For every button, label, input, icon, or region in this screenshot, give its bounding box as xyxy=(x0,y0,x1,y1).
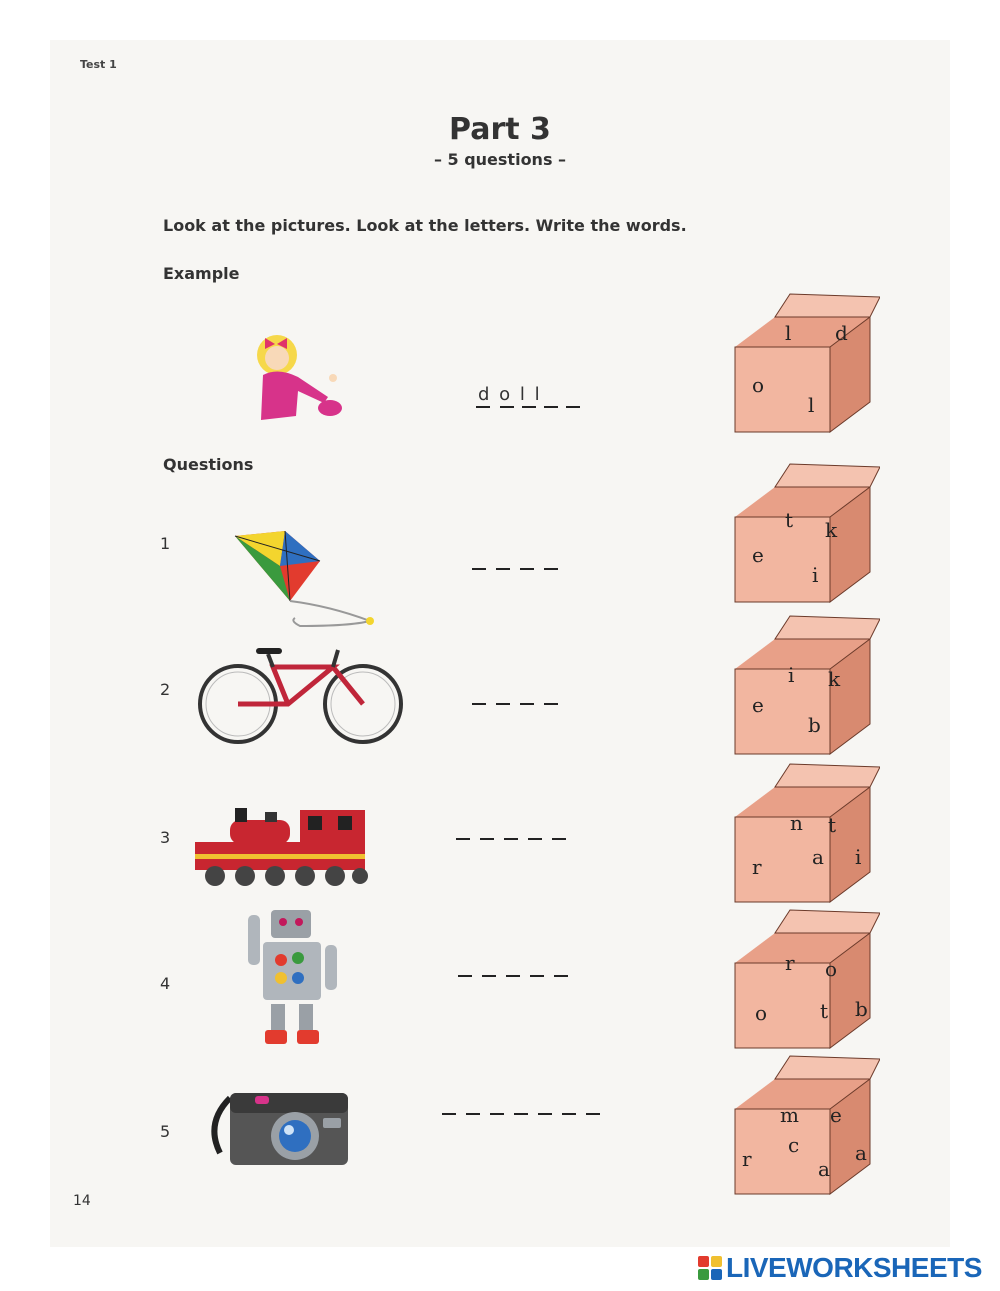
answer-blank[interactable] xyxy=(520,568,534,570)
box-letter: k xyxy=(825,518,838,542)
answer-blank[interactable] xyxy=(482,975,496,977)
question-number: 3 xyxy=(160,828,171,847)
letter-box-2 xyxy=(730,614,880,764)
box-letter: r xyxy=(752,855,762,879)
box-letter: a xyxy=(818,1157,830,1181)
box-letter: m xyxy=(780,1103,799,1127)
kite-image xyxy=(230,526,390,636)
box-letter: o xyxy=(755,1001,768,1025)
answer-blank[interactable] xyxy=(544,406,558,408)
brand-grid-cell xyxy=(698,1256,709,1267)
box-letter: i xyxy=(788,663,795,687)
brand-grid-cell xyxy=(711,1256,722,1267)
instructions: Look at the pictures. Look at the letters. Write the words. xyxy=(163,216,687,235)
answer-blank[interactable] xyxy=(544,703,558,705)
letter-box-example xyxy=(730,292,880,442)
example-answer: d o l l xyxy=(478,384,542,405)
answer-blank[interactable] xyxy=(552,838,566,840)
answer-blank[interactable] xyxy=(500,406,514,408)
answer-blank[interactable] xyxy=(530,975,544,977)
example-label: Example xyxy=(163,264,240,283)
answer-blank[interactable] xyxy=(496,703,510,705)
box-letter: c xyxy=(788,1133,800,1157)
box-letter: r xyxy=(742,1147,752,1171)
box-letter: a xyxy=(855,1141,867,1165)
train-image xyxy=(190,802,375,890)
answer-blank[interactable] xyxy=(504,838,518,840)
brand-grid-cell xyxy=(698,1269,709,1280)
box-letter: e xyxy=(830,1103,842,1127)
letter-box-5 xyxy=(730,1054,880,1204)
answer-blank[interactable] xyxy=(458,975,472,977)
answer-blank[interactable] xyxy=(442,1113,456,1115)
box-letter: e xyxy=(752,543,764,567)
box-letter: i xyxy=(855,845,862,869)
box-letter: o xyxy=(825,957,838,981)
box-letter: o xyxy=(752,373,765,397)
answer-blank[interactable] xyxy=(538,1113,552,1115)
answer-blank[interactable] xyxy=(466,1113,480,1115)
box-letter: l xyxy=(785,321,792,345)
box-letter: t xyxy=(828,813,837,837)
doll-image xyxy=(245,330,355,425)
test-label: Test 1 xyxy=(80,58,117,71)
question-number: 1 xyxy=(160,534,171,553)
question-number: 4 xyxy=(160,974,171,993)
answer-blank[interactable] xyxy=(472,703,486,705)
questions-label: Questions xyxy=(163,455,254,474)
answer-blank[interactable] xyxy=(480,838,494,840)
answer-blank[interactable] xyxy=(520,703,534,705)
box-letter: a xyxy=(812,845,824,869)
answer-blank[interactable] xyxy=(544,568,558,570)
box-letter: t xyxy=(785,508,794,532)
letter-box-1 xyxy=(730,462,880,612)
brand-logo[interactable] xyxy=(698,1252,982,1284)
brand-grid-icon xyxy=(698,1256,722,1280)
box-letter: t xyxy=(820,999,829,1023)
page-number: 14 xyxy=(73,1193,91,1209)
answer-blank[interactable] xyxy=(522,406,536,408)
page-title: Part 3 xyxy=(449,112,551,147)
letter-box-3 xyxy=(730,762,880,912)
box-letter: i xyxy=(812,563,819,587)
answer-blank[interactable] xyxy=(490,1113,504,1115)
page-subtitle: – 5 questions – xyxy=(433,150,567,169)
box-letter: d xyxy=(835,321,848,345)
robot-image xyxy=(243,900,343,1048)
box-letter: b xyxy=(808,713,821,737)
answer-blank[interactable] xyxy=(528,838,542,840)
camera-image xyxy=(205,1088,350,1168)
bike-image xyxy=(198,642,403,747)
box-letter: e xyxy=(752,693,764,717)
box-letter: b xyxy=(855,997,868,1021)
answer-blank[interactable] xyxy=(476,406,490,408)
answer-blank[interactable] xyxy=(514,1113,528,1115)
answer-blank[interactable] xyxy=(562,1113,576,1115)
box-letter: k xyxy=(828,667,841,691)
answer-blank[interactable] xyxy=(472,568,486,570)
question-number: 2 xyxy=(160,680,171,699)
box-letter: n xyxy=(790,811,803,835)
question-number: 5 xyxy=(160,1122,171,1141)
brand-grid-cell xyxy=(711,1269,722,1280)
answer-blank[interactable] xyxy=(566,406,580,408)
letter-box-4 xyxy=(730,908,880,1058)
answer-blank[interactable] xyxy=(586,1113,600,1115)
answer-blank[interactable] xyxy=(506,975,520,977)
box-letter: r xyxy=(785,951,795,975)
brand-name: LIVEWORKSHEETS xyxy=(726,1252,982,1283)
box-letter: l xyxy=(808,393,815,417)
answer-blank[interactable] xyxy=(456,838,470,840)
answer-blank[interactable] xyxy=(554,975,568,977)
answer-blank[interactable] xyxy=(496,568,510,570)
